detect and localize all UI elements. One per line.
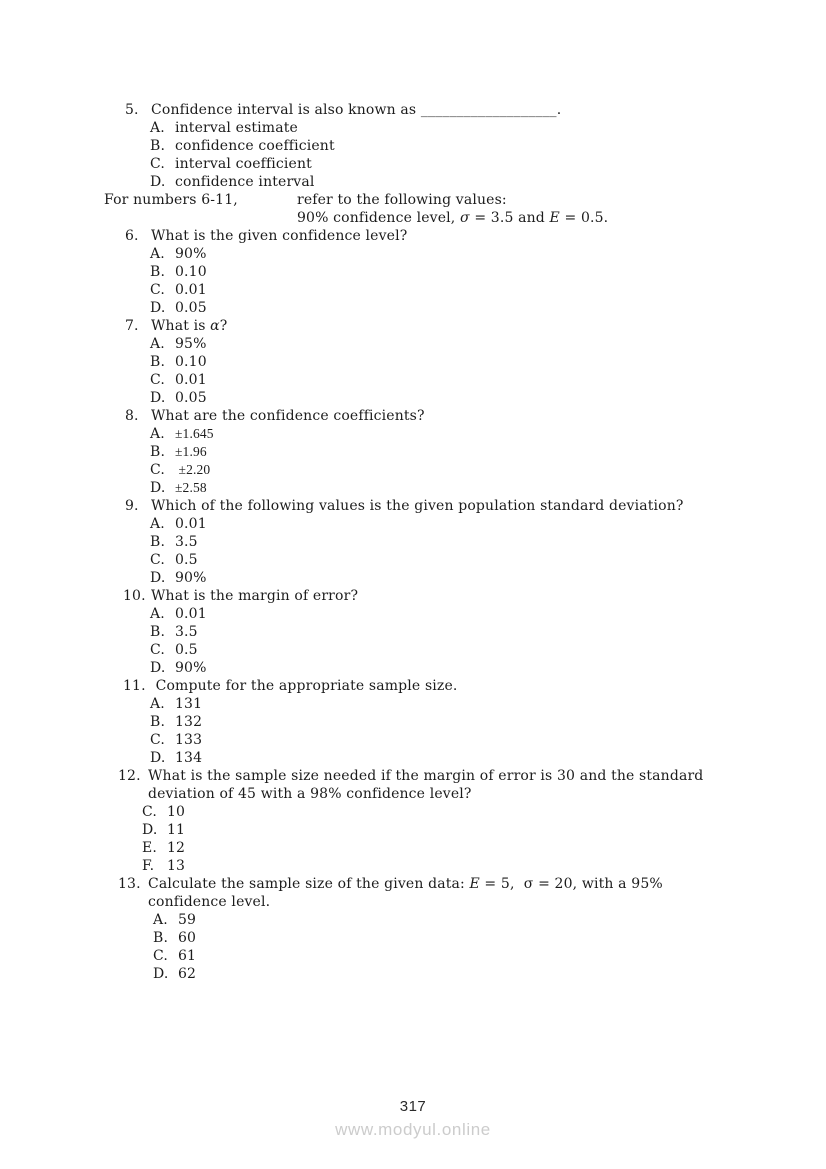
option-row: [150, 281, 776, 299]
option-letter: B.: [150, 444, 166, 460]
question-number: 10.: [123, 588, 146, 604]
option-row: [150, 389, 776, 407]
option-row: [150, 731, 776, 749]
question-number: 13.: [118, 876, 141, 892]
sigma-symbol: σ: [460, 210, 470, 226]
option-value: 59: [178, 912, 197, 928]
option-letter: A.: [150, 336, 165, 352]
reference-note-intro: For numbers 6-11,: [104, 192, 238, 208]
option-letter: B.: [150, 624, 166, 640]
option-row: [150, 443, 776, 461]
option-value: 0.05: [175, 300, 207, 316]
option-letter: A.: [150, 606, 165, 622]
option-row: [150, 353, 776, 371]
option-value: 132: [175, 714, 203, 730]
question-10: [125, 587, 776, 677]
option-value: 12: [167, 840, 186, 856]
option-value: 0.01: [175, 606, 207, 622]
option-letter: B.: [153, 930, 169, 946]
option-letter: B.: [150, 534, 166, 550]
option-value: 95%: [175, 336, 207, 352]
option-value: 0.05: [175, 390, 207, 406]
option-value: 0.5: [175, 642, 198, 658]
option-row: [153, 929, 776, 947]
option-row: [150, 695, 776, 713]
question-9: [125, 497, 776, 587]
option-value: 0.01: [175, 516, 207, 532]
question-number: 12.: [118, 768, 141, 784]
page-number: 317: [399, 1098, 427, 1115]
option-value: ±2.20: [175, 462, 211, 477]
option-row: [153, 947, 776, 965]
alpha-symbol: α: [210, 318, 220, 334]
reference-note-values: 90% confidence level, σ = 3.5 and E = 0.5.: [297, 210, 609, 226]
option-row: [153, 911, 776, 929]
option-letter: D.: [142, 822, 158, 838]
option-letter: D.: [150, 300, 166, 316]
question-number: 11.: [123, 678, 146, 694]
option-row: [150, 479, 776, 497]
option-letter: C.: [150, 732, 165, 748]
option-letter: D.: [150, 480, 166, 496]
option-letter: C.: [150, 462, 165, 478]
e-symbol: E: [469, 876, 480, 892]
question-number: 9.: [125, 498, 139, 514]
option-letter: A.: [150, 516, 165, 532]
option-letter: D.: [153, 966, 169, 982]
option-letter: C.: [150, 282, 165, 298]
option-row: [150, 749, 776, 767]
option-value: 0.01: [175, 372, 207, 388]
option-row: [150, 335, 776, 353]
option-row: [150, 623, 776, 641]
option-value: 0.5: [175, 552, 198, 568]
option-row: [150, 569, 776, 587]
option-letter: D.: [150, 570, 166, 586]
option-value: 10: [167, 804, 186, 820]
option-value: 90%: [175, 570, 207, 586]
question-number: 6.: [125, 228, 139, 244]
question-7: [125, 317, 776, 407]
option-value: 131: [175, 696, 203, 712]
option-row: [142, 821, 776, 839]
question-text: Calculate the sample size of the given data: E = 5, σ = 20, with a 95% confidence level.: [148, 876, 663, 910]
option-value: ±1.96: [175, 444, 207, 459]
option-row: [150, 461, 776, 479]
option-letter: B.: [150, 714, 166, 730]
page-footer: [0, 1098, 826, 1140]
question-text: What is α?: [151, 318, 228, 334]
option-row: [153, 965, 776, 983]
option-value: interval estimate: [175, 120, 298, 136]
option-value: confidence coefficient: [175, 138, 335, 154]
question-number: 8.: [125, 408, 139, 424]
option-value: confidence interval: [175, 174, 315, 190]
option-row: [142, 839, 776, 857]
reference-note: [104, 191, 776, 227]
option-letter: C.: [153, 948, 168, 964]
option-value: ±1.645: [175, 426, 214, 441]
option-row: [142, 803, 776, 821]
question-text: Confidence interval is also known as ___________________.: [151, 102, 562, 118]
option-value: 0.10: [175, 264, 207, 280]
question-number: 5.: [125, 102, 139, 118]
option-letter: C.: [150, 642, 165, 658]
option-letter: C.: [142, 804, 157, 820]
question-8: [125, 407, 776, 497]
question-text: What are the confidence coefficients?: [151, 408, 425, 424]
option-value: 60: [178, 930, 197, 946]
option-row: [150, 515, 776, 533]
option-row: [150, 263, 776, 281]
option-letter: A.: [153, 912, 168, 928]
question-12: [118, 767, 776, 875]
option-value: ±2.58: [175, 480, 207, 495]
question-text: Which of the following values is the given population standard deviation?: [151, 498, 684, 514]
question-11: [125, 677, 776, 767]
quiz-content: [0, 101, 826, 983]
question-text: Compute for the appropriate sample size.: [151, 678, 458, 694]
question-6: [125, 227, 776, 317]
option-row: [150, 641, 776, 659]
option-letter: C.: [150, 552, 165, 568]
option-row: [150, 245, 776, 263]
option-row: [150, 425, 776, 443]
option-value: 90%: [175, 246, 207, 262]
question-text: What is the margin of error?: [151, 588, 359, 604]
option-row: [150, 659, 776, 677]
option-row: [150, 155, 776, 173]
option-row: [150, 605, 776, 623]
option-letter: C.: [150, 372, 165, 388]
option-letter: D.: [150, 750, 166, 766]
option-value: 0.01: [175, 282, 207, 298]
reference-note-instruction: refer to the following values:: [297, 192, 507, 208]
option-row: [150, 533, 776, 551]
option-value: 0.10: [175, 354, 207, 370]
option-letter: E.: [142, 840, 157, 856]
option-letter: B.: [150, 264, 166, 280]
option-letter: D.: [150, 660, 166, 676]
option-value: 13: [167, 858, 186, 874]
option-value: 134: [175, 750, 203, 766]
option-letter: A.: [150, 246, 165, 262]
question-text: What is the given confidence level?: [151, 228, 408, 244]
option-letter: D.: [150, 174, 166, 190]
question-number: 7.: [125, 318, 139, 334]
option-value: 61: [178, 948, 197, 964]
option-row: [150, 371, 776, 389]
option-letter: B.: [150, 138, 166, 154]
option-row: [150, 137, 776, 155]
option-row: [150, 551, 776, 569]
option-letter: A.: [150, 120, 165, 136]
option-letter: A.: [150, 696, 165, 712]
option-value: 133: [175, 732, 203, 748]
question-text: What is the sample size needed if the margin of error is 30 and the standard deviation of 45 with a 98% confidence level?: [148, 768, 704, 802]
option-letter: A.: [150, 426, 165, 442]
option-value: 62: [178, 966, 197, 982]
option-row: [142, 857, 776, 875]
question-5: [125, 101, 776, 191]
watermark-url: www.modyul.online: [335, 1120, 491, 1139]
option-value: 3.5: [175, 624, 198, 640]
option-value: 3.5: [175, 534, 198, 550]
e-symbol: E: [549, 210, 560, 226]
option-letter: D.: [150, 390, 166, 406]
option-value: 11: [167, 822, 186, 838]
question-13: [118, 875, 776, 983]
option-row: [150, 173, 776, 191]
option-letter: F.: [142, 858, 155, 874]
option-letter: C.: [150, 156, 165, 172]
option-row: [150, 713, 776, 731]
option-letter: B.: [150, 354, 166, 370]
option-value: 90%: [175, 660, 207, 676]
option-value: interval coefficient: [175, 156, 312, 172]
option-row: [150, 119, 776, 137]
option-row: [150, 299, 776, 317]
